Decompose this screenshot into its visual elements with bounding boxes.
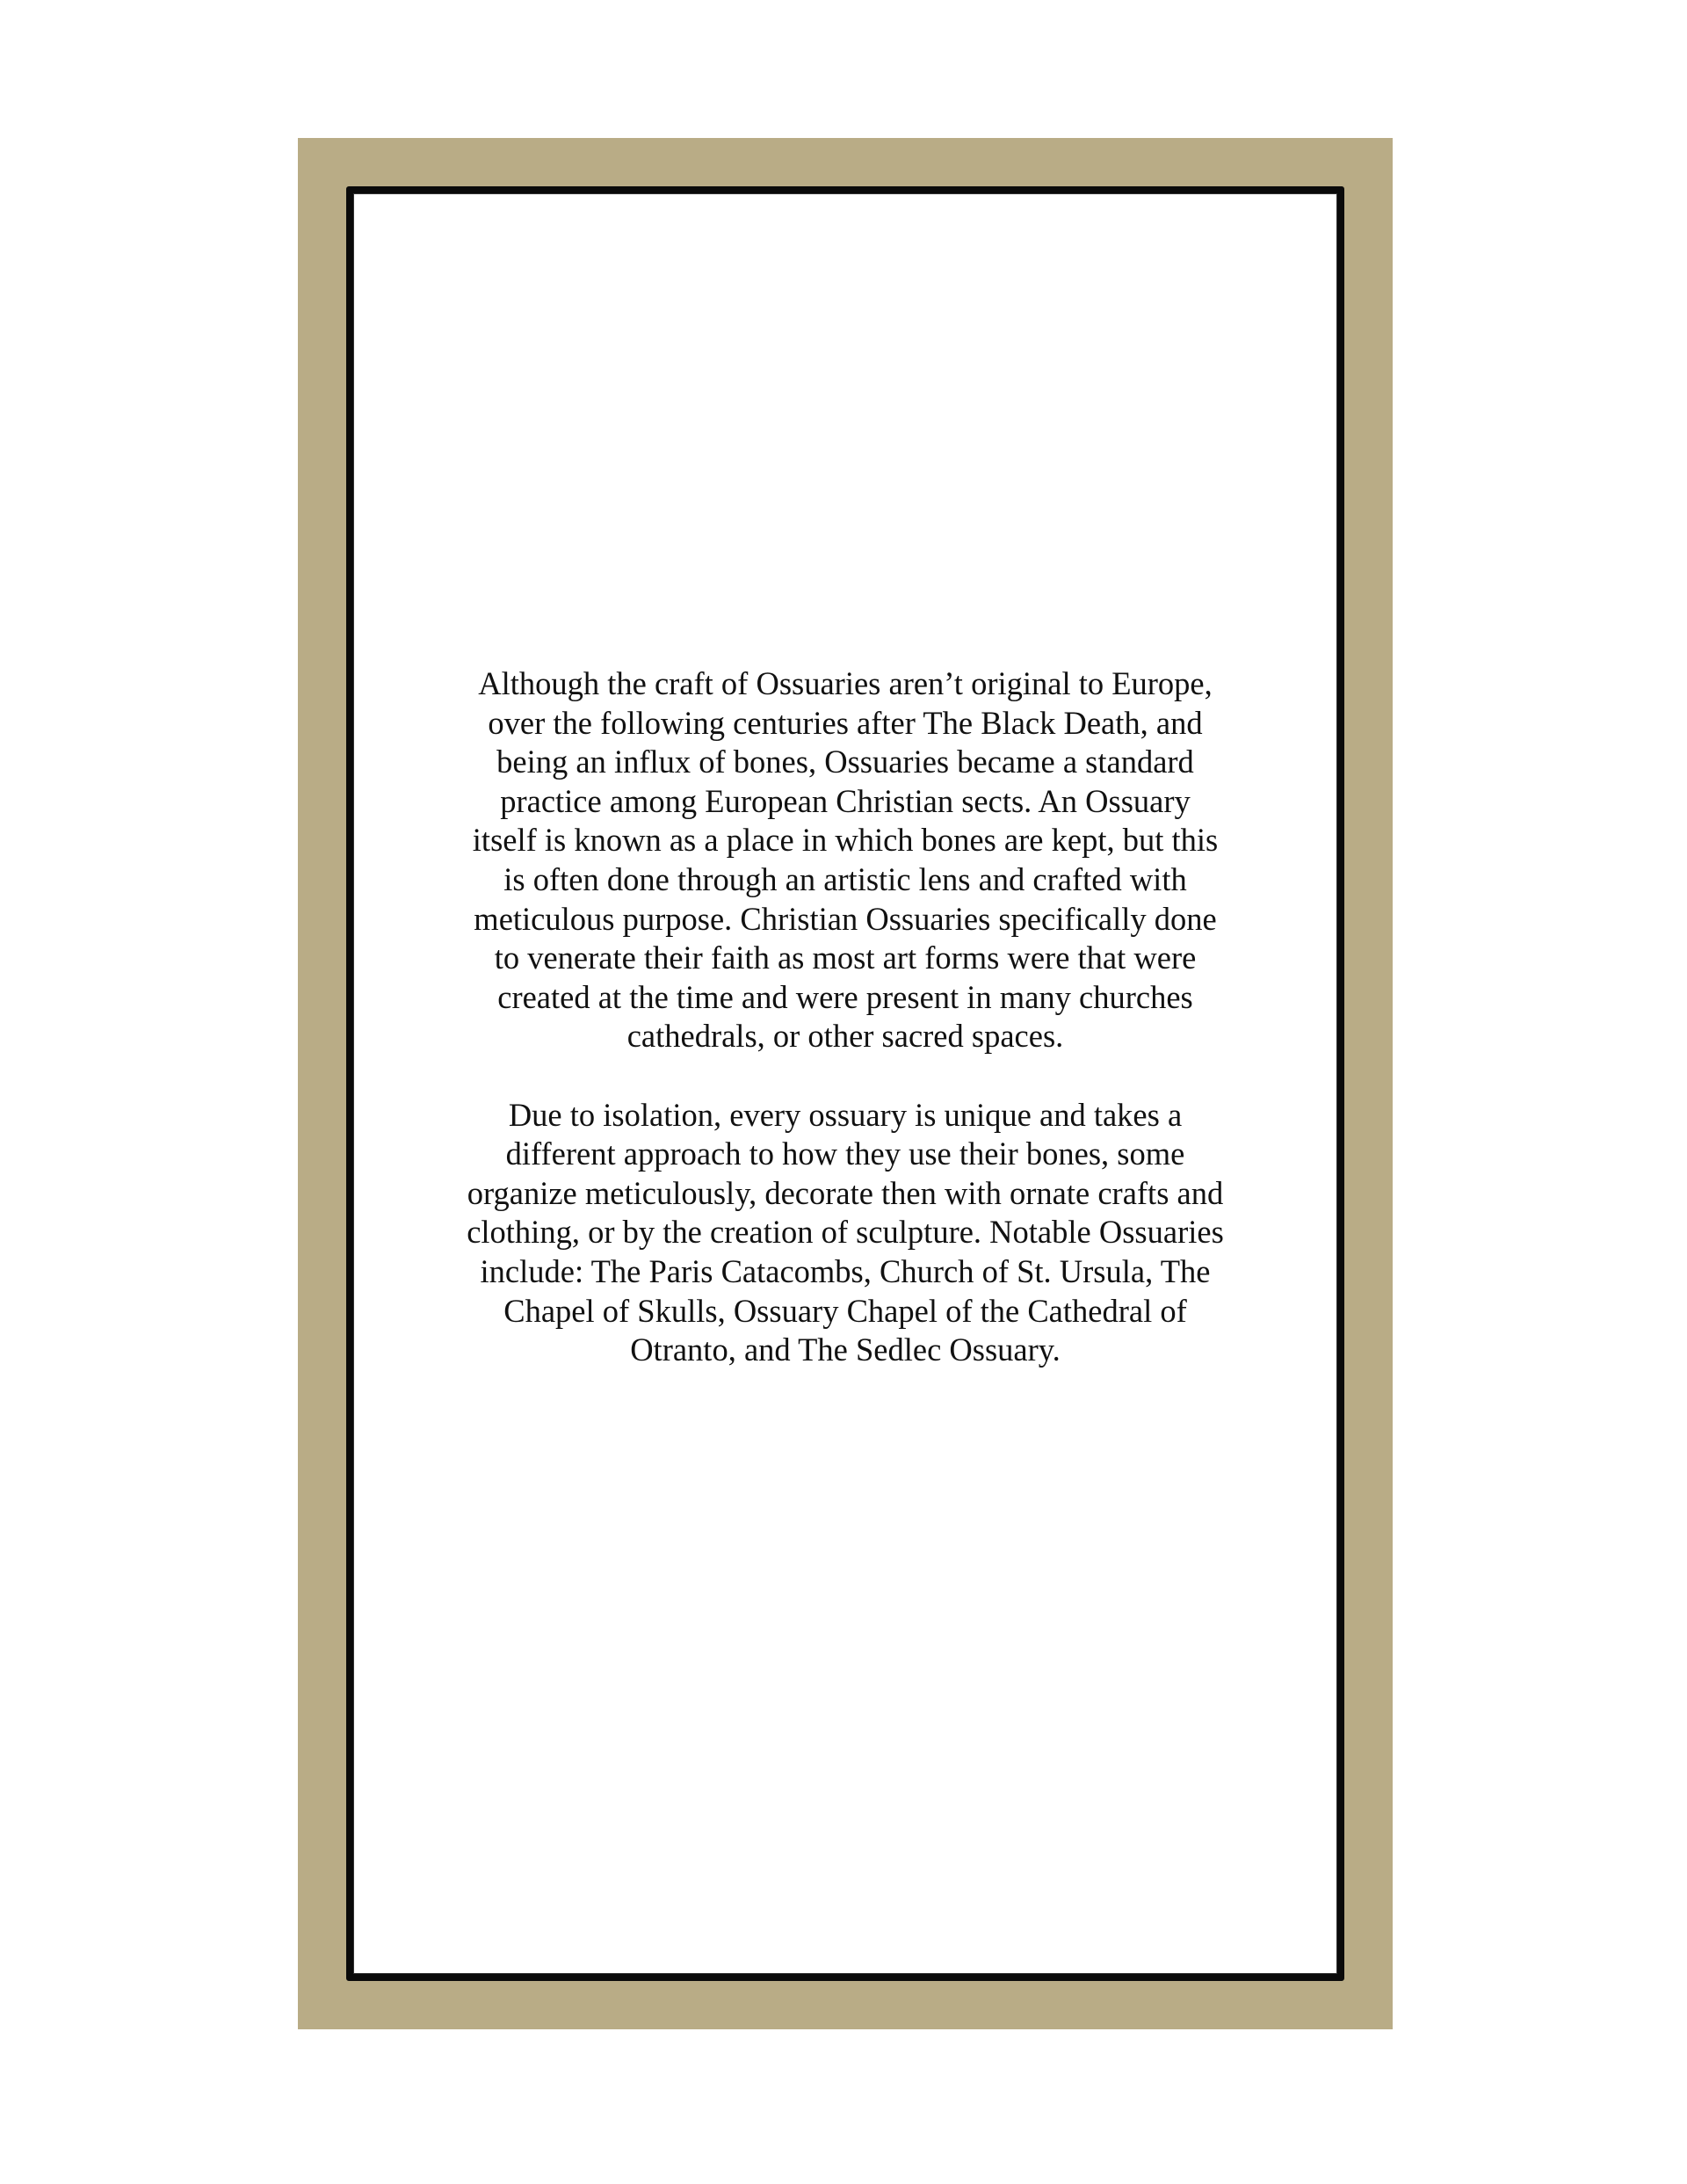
text-line: cathedrals, or other sacred spaces. [626,1018,1064,1055]
text-line: organize meticulously, decorate then with ornate crafts and [467,1174,1224,1211]
text-line: is often done through an artistic lens and crafted with [503,860,1187,897]
text-line: created at the time and were present in many churches [497,978,1193,1015]
text-line: different approach to how they use their bones, some [505,1136,1185,1172]
text-line: include: The Paris Catacombs, Church of St. Ursula, The [480,1252,1211,1289]
text-line: being an influx of bones, Ossuaries became a standard [496,744,1194,780]
text-line: practice among European Christian sects. An Ossuary [500,782,1191,819]
text-line: itself is known as a place in which bones are kept, but this [472,822,1219,859]
text-line: Chapel of Skulls, Ossuary Chapel of the Cathedral of [503,1292,1187,1329]
paragraph-2 [432,1096,1258,1370]
body-text [432,664,1258,1370]
black-frame-panel [346,186,1344,1981]
text-line: Otranto, and The Sedlec Ossuary. [630,1331,1061,1368]
text-line: clothing, or by the creation of sculpture. Notable Ossuaries [467,1214,1224,1251]
text-line: to venerate their faith as most art forms were that were [494,940,1197,976]
text-line: Due to isolation, every ossuary is unique and takes a [508,1096,1183,1133]
text-line: meticulous purpose. Christian Ossuaries specifically done [474,900,1217,937]
text-line: Although the craft of Ossuaries aren’t original to Europe, [478,665,1213,701]
paragraph-1 [432,664,1258,1056]
text-line: over the following centuries after The Black Death, and [488,704,1203,741]
